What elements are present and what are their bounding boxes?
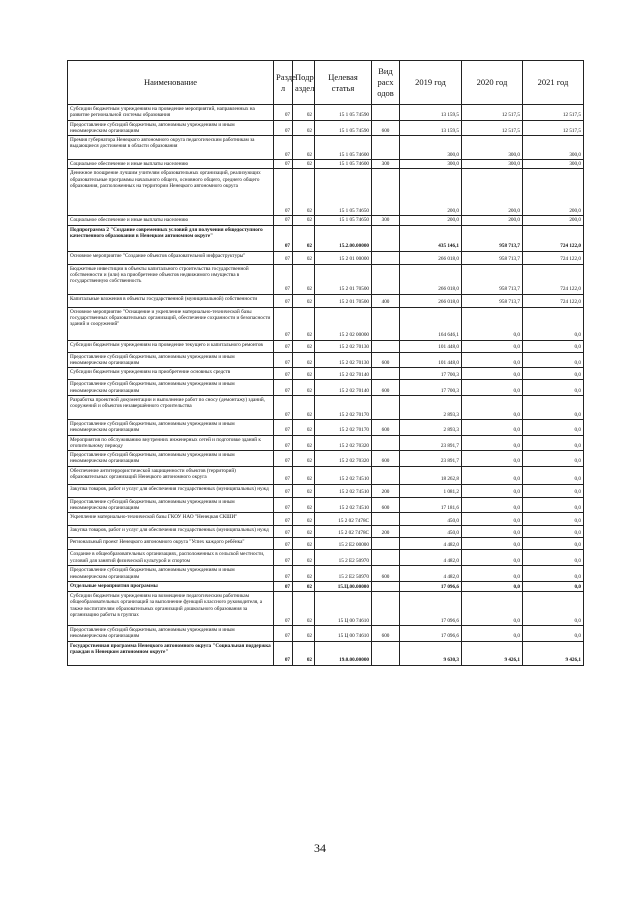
row-statya: 15 2 02 70170 <box>315 419 372 435</box>
row-vid: 200 <box>372 526 400 538</box>
table-row <box>68 251 584 264</box>
row-podrazdel: 02 <box>293 566 315 582</box>
row-name: Предоставление субсидий бюджетным, автономным учреждениям и иным некоммерческим организациям <box>68 380 274 396</box>
table-header-row <box>68 61 584 105</box>
row-value-2020: 0,0 <box>462 526 523 538</box>
row-razdel: 07 <box>274 352 293 368</box>
table-row <box>68 225 584 251</box>
budget-table-container <box>67 60 584 666</box>
row-vid <box>372 136 400 160</box>
row-vid <box>372 435 400 451</box>
row-value-2020: 958 713,7 <box>462 294 523 307</box>
row-statya: 15.Ц.00.00000 <box>315 581 372 591</box>
row-value-2021: 0,0 <box>523 340 584 352</box>
row-podrazdel: 02 <box>293 451 315 467</box>
row-vid <box>372 340 400 352</box>
row-name: Предоставление субсидий бюджетным, автономным учреждениям и иным некоммерческим организациям <box>68 566 274 582</box>
row-value-2019: 266 018,0 <box>400 251 462 264</box>
row-podrazdel: 02 <box>293 591 315 625</box>
row-razdel: 07 <box>274 307 293 340</box>
row-value-2019: 300,0 <box>400 136 462 160</box>
row-podrazdel: 02 <box>293 216 315 225</box>
row-value-2021: 0,0 <box>523 591 584 625</box>
row-razdel: 07 <box>274 380 293 396</box>
row-vid <box>372 513 400 526</box>
row-name: Капитальные вложения в объекты государственной (муниципальной) собственности <box>68 294 274 307</box>
row-name: Государственная программа Ненецкого автономного округа "Социальная поддержка граждан в Ненецком автономном округе" <box>68 641 274 665</box>
row-value-2019: 266 018,0 <box>400 264 462 294</box>
row-statya: 19.0.00.00000 <box>315 641 372 665</box>
header-2019: 2019 год <box>400 61 462 105</box>
table-row <box>68 264 584 294</box>
row-value-2021: 724 122,0 <box>523 294 584 307</box>
row-value-2019: 17 700,3 <box>400 368 462 380</box>
budget-table <box>67 60 584 666</box>
row-value-2020: 958 713,7 <box>462 264 523 294</box>
header-vid: Вид расх одов <box>372 61 400 105</box>
row-value-2021: 12 517,5 <box>523 105 584 121</box>
row-podrazdel: 02 <box>293 105 315 121</box>
row-value-2020: 0,0 <box>462 538 523 550</box>
row-value-2020: 0,0 <box>462 435 523 451</box>
row-value-2020: 0,0 <box>462 466 523 484</box>
row-value-2021: 0,0 <box>523 419 584 435</box>
row-vid <box>372 169 400 216</box>
row-value-2021: 300,0 <box>523 136 584 160</box>
row-statya: 15 Ц 00 74610 <box>315 625 372 641</box>
row-value-2020: 0,0 <box>462 395 523 419</box>
row-value-2019: 200,0 <box>400 169 462 216</box>
row-razdel: 07 <box>274 641 293 665</box>
row-vid <box>372 550 400 566</box>
row-podrazdel: 02 <box>293 513 315 526</box>
row-statya: 15 2 Е2 50970 <box>315 566 372 582</box>
row-razdel: 07 <box>274 625 293 641</box>
row-podrazdel: 02 <box>293 340 315 352</box>
row-podrazdel: 02 <box>293 225 315 251</box>
row-razdel: 07 <box>274 136 293 160</box>
row-podrazdel: 02 <box>293 497 315 513</box>
table-row <box>68 419 584 435</box>
row-value-2020: 0,0 <box>462 380 523 396</box>
row-statya: 15 1 05 74600 <box>315 136 372 160</box>
row-value-2020: 300,0 <box>462 160 523 169</box>
table-row <box>68 484 584 497</box>
row-value-2020: 200,0 <box>462 169 523 216</box>
row-value-2020: 0,0 <box>462 451 523 467</box>
row-name: Предоставление субсидий бюджетным, автономным учреждениям и иным некоммерческим организациям <box>68 497 274 513</box>
page-number: 34 <box>314 841 326 855</box>
row-vid <box>372 641 400 665</box>
row-razdel: 07 <box>274 581 293 591</box>
row-razdel: 07 <box>274 466 293 484</box>
row-name: Закупка товаров, работ и услуг для обеспечения государственных (муниципальных) нужд <box>68 526 274 538</box>
row-statya: 15 2 02 70140 <box>315 368 372 380</box>
header-2021: 2021 год <box>523 61 584 105</box>
table-row <box>68 466 584 484</box>
row-value-2019: 17 700,3 <box>400 380 462 396</box>
row-razdel: 07 <box>274 264 293 294</box>
row-vid <box>372 581 400 591</box>
row-name: Предоставление субсидий бюджетным, автономным учреждениям и иным некоммерческим организациям <box>68 625 274 641</box>
row-value-2019: 17 096,6 <box>400 625 462 641</box>
table-row <box>68 395 584 419</box>
row-podrazdel: 02 <box>293 435 315 451</box>
row-vid <box>372 368 400 380</box>
row-value-2020: 0,0 <box>462 566 523 582</box>
row-razdel: 07 <box>274 526 293 538</box>
row-name: Премия губернатора Ненецкого автономного округа педагогическим работникам за выдающиеся достижения в области образования <box>68 136 274 160</box>
row-vid: 600 <box>372 352 400 368</box>
row-razdel: 07 <box>274 538 293 550</box>
row-razdel: 07 <box>274 497 293 513</box>
row-podrazdel: 02 <box>293 641 315 665</box>
row-vid <box>372 395 400 419</box>
row-statya: 15 2 02 74510 <box>315 466 372 484</box>
header-razdel: Разде л <box>274 61 293 105</box>
row-name: Укрепление материально-технической базы ГКОУ НАО "Ненецкая СКШИ" <box>68 513 274 526</box>
row-name: Обеспечение антитеррористической защищенности объектов (территорий) образовательных организаций Ненецкого автономного округа <box>68 466 274 484</box>
row-value-2021: 200,0 <box>523 216 584 225</box>
table-body <box>68 105 584 666</box>
row-value-2021: 0,0 <box>523 466 584 484</box>
row-statya: 15 2 02 70130 <box>315 340 372 352</box>
row-value-2020: 12 517,5 <box>462 105 523 121</box>
table-row <box>68 352 584 368</box>
row-vid: 600 <box>372 120 400 136</box>
row-value-2021: 724 122,0 <box>523 225 584 251</box>
row-podrazdel: 02 <box>293 368 315 380</box>
row-vid <box>372 538 400 550</box>
row-value-2020: 0,0 <box>462 591 523 625</box>
row-value-2020: 0,0 <box>462 368 523 380</box>
row-value-2019: 300,0 <box>400 160 462 169</box>
row-value-2019: 13 159,5 <box>400 105 462 121</box>
row-value-2021: 0,0 <box>523 380 584 396</box>
row-razdel: 07 <box>274 419 293 435</box>
row-name: Мероприятия по обслуживанию внутренних инженерных сетей и подготовке зданий к отопительному периоду <box>68 435 274 451</box>
row-value-2019: 200,0 <box>400 216 462 225</box>
row-value-2020: 958 713,7 <box>462 251 523 264</box>
row-statya: 15 2 02 70320 <box>315 435 372 451</box>
row-value-2021: 0,0 <box>523 435 584 451</box>
table-row <box>68 513 584 526</box>
row-podrazdel: 02 <box>293 160 315 169</box>
row-name: Создание в общеобразовательных организациях, расположенных в сельской местности, условий для занятий физической культурой и спортом <box>68 550 274 566</box>
row-razdel: 07 <box>274 251 293 264</box>
row-podrazdel: 02 <box>293 352 315 368</box>
table-row <box>68 120 584 136</box>
row-vid: 300 <box>372 216 400 225</box>
table-row <box>68 160 584 169</box>
table-row <box>68 169 584 216</box>
row-podrazdel: 02 <box>293 395 315 419</box>
row-name: Предоставление субсидий бюджетным, автономным учреждениям и иным некоммерческим организациям <box>68 352 274 368</box>
row-name: Региональный проект Ненецкого автономного округа "Успех каждого ребёнка" <box>68 538 274 550</box>
header-statya: Целевая статья <box>315 61 372 105</box>
row-value-2020: 0,0 <box>462 513 523 526</box>
row-value-2019: 450,0 <box>400 526 462 538</box>
row-statya: 15 2 Е2 00000 <box>315 538 372 550</box>
row-podrazdel: 02 <box>293 484 315 497</box>
row-value-2021: 724 122,0 <box>523 251 584 264</box>
row-value-2021: 0,0 <box>523 566 584 582</box>
row-name: Закупка товаров, работ и услуг для обеспечения государственных (муниципальных) нужд <box>68 484 274 497</box>
row-value-2021: 0,0 <box>523 625 584 641</box>
row-razdel: 07 <box>274 216 293 225</box>
row-statya: 15 2 01 70500 <box>315 264 372 294</box>
row-vid: 300 <box>372 160 400 169</box>
row-podrazdel: 02 <box>293 251 315 264</box>
row-podrazdel: 02 <box>293 466 315 484</box>
row-statya: 15 2 02 7478С <box>315 526 372 538</box>
row-name: Социальное обеспечение и иные выплаты населению <box>68 216 274 225</box>
row-value-2020: 0,0 <box>462 550 523 566</box>
row-razdel: 07 <box>274 395 293 419</box>
row-podrazdel: 02 <box>293 307 315 340</box>
table-row <box>68 136 584 160</box>
row-statya: 15 1 05 74650 <box>315 169 372 216</box>
row-vid <box>372 307 400 340</box>
row-vid: 600 <box>372 380 400 396</box>
row-value-2020: 0,0 <box>462 581 523 591</box>
table-row <box>68 497 584 513</box>
table-row <box>68 641 584 665</box>
row-value-2019: 23 891,7 <box>400 435 462 451</box>
row-value-2020: 9 426,1 <box>462 641 523 665</box>
row-vid <box>372 251 400 264</box>
row-razdel: 07 <box>274 550 293 566</box>
row-name: Денежное поощрение лучшим учителям образовательных организаций, реализующих образовательные программы начального общего, основного общего, среднего общего образования, расположенных на территории Ненецкого автономного округа <box>68 169 274 216</box>
row-statya: 15 2 02 7478С <box>315 513 372 526</box>
row-value-2019: 101 448,0 <box>400 352 462 368</box>
row-value-2021: 0,0 <box>523 352 584 368</box>
row-podrazdel: 02 <box>293 380 315 396</box>
row-podrazdel: 02 <box>293 120 315 136</box>
row-value-2021: 200,0 <box>523 169 584 216</box>
row-statya: 15 2 02 70140 <box>315 380 372 396</box>
row-value-2021: 0,0 <box>523 497 584 513</box>
row-value-2019: 17 096,6 <box>400 591 462 625</box>
table-row <box>68 566 584 582</box>
row-razdel: 07 <box>274 435 293 451</box>
row-razdel: 07 <box>274 120 293 136</box>
row-value-2021: 0,0 <box>523 550 584 566</box>
row-vid: 200 <box>372 484 400 497</box>
row-value-2020: 0,0 <box>462 340 523 352</box>
row-razdel: 07 <box>274 225 293 251</box>
table-row <box>68 105 584 121</box>
row-razdel: 07 <box>274 513 293 526</box>
table-row <box>68 380 584 396</box>
row-value-2020: 0,0 <box>462 625 523 641</box>
row-value-2019: 4 482,0 <box>400 538 462 550</box>
row-vid <box>372 225 400 251</box>
row-vid <box>372 105 400 121</box>
row-value-2020: 0,0 <box>462 497 523 513</box>
row-value-2020: 0,0 <box>462 352 523 368</box>
row-value-2019: 9 630,3 <box>400 641 462 665</box>
row-razdel: 07 <box>274 340 293 352</box>
row-name: Основное мероприятие "Создание объектов образовательной инфраструктуры" <box>68 251 274 264</box>
row-podrazdel: 02 <box>293 294 315 307</box>
row-podrazdel: 02 <box>293 550 315 566</box>
row-razdel: 07 <box>274 294 293 307</box>
row-statya: 15 2 02 70130 <box>315 352 372 368</box>
row-value-2019: 450,0 <box>400 513 462 526</box>
row-razdel: 07 <box>274 169 293 216</box>
row-statya: 15 2 02 70170 <box>315 395 372 419</box>
row-value-2019: 18 262,8 <box>400 466 462 484</box>
row-value-2019: 4 482,0 <box>400 550 462 566</box>
row-value-2019: 23 891,7 <box>400 451 462 467</box>
row-vid: 600 <box>372 566 400 582</box>
row-value-2019: 13 159,5 <box>400 120 462 136</box>
row-value-2020: 0,0 <box>462 307 523 340</box>
row-value-2019: 101 448,0 <box>400 340 462 352</box>
row-statya: 15 1 05 74590 <box>315 105 372 121</box>
row-statya: 15 1 05 74590 <box>315 120 372 136</box>
row-value-2021: 0,0 <box>523 307 584 340</box>
row-value-2021: 0,0 <box>523 526 584 538</box>
row-value-2020: 300,0 <box>462 136 523 160</box>
table-row <box>68 451 584 467</box>
row-value-2021: 724 122,0 <box>523 264 584 294</box>
row-value-2019: 1 081,2 <box>400 484 462 497</box>
row-statya: 15 2 02 74510 <box>315 484 372 497</box>
table-row <box>68 538 584 550</box>
row-value-2021: 0,0 <box>523 451 584 467</box>
row-value-2020: 0,0 <box>462 419 523 435</box>
row-value-2019: 266 018,0 <box>400 294 462 307</box>
row-value-2021: 0,0 <box>523 581 584 591</box>
table-row <box>68 340 584 352</box>
row-value-2021: 0,0 <box>523 484 584 497</box>
row-name: Отдельные мероприятия программы <box>68 581 274 591</box>
row-value-2019: 164 646,1 <box>400 307 462 340</box>
row-name: Разработка проектной документации и выполнение работ по сносу (демонтажу) зданий, сооружений и объектов незавершённого строительства <box>68 395 274 419</box>
row-name: Предоставление субсидий бюджетным, автономным учреждениям и иным некоммерческим организациям <box>68 120 274 136</box>
row-value-2019: 17 181,6 <box>400 497 462 513</box>
row-vid: 400 <box>372 294 400 307</box>
row-vid: 600 <box>372 497 400 513</box>
row-name: Бюджетные инвестиции в объекты капитального строительства государственной собственности и (или) на приобретение объектов недвижимого имущества в государственную собственность <box>68 264 274 294</box>
table-row <box>68 581 584 591</box>
row-value-2020: 200,0 <box>462 216 523 225</box>
row-statya: 15.2.00.00000 <box>315 225 372 251</box>
header-2020: 2020 год <box>462 61 523 105</box>
row-podrazdel: 02 <box>293 625 315 641</box>
row-podrazdel: 02 <box>293 581 315 591</box>
row-vid <box>372 466 400 484</box>
row-statya: 15 Ц 00 74610 <box>315 591 372 625</box>
row-vid <box>372 264 400 294</box>
table-row <box>68 435 584 451</box>
row-razdel: 07 <box>274 484 293 497</box>
row-vid: 600 <box>372 625 400 641</box>
row-name: Предоставление субсидий бюджетным, автономным учреждениям и иным некоммерческим организациям <box>68 451 274 467</box>
row-vid: 600 <box>372 451 400 467</box>
row-statya: 15 2 02 00000 <box>315 307 372 340</box>
row-name: Подпрограмма 2 "Создание современных условий для получения общедоступного качественного образования в Ненецком автономном округе" <box>68 225 274 251</box>
table-row <box>68 625 584 641</box>
row-vid: 600 <box>372 419 400 435</box>
row-name: Субсидии бюджетным учреждениям на возмещение педагогическим работникам общеобразовательных организаций за выполнение функций классного руководителя, а также воспитателям образовательных организаций дошкольного образования за организацию работы в группах <box>68 591 274 625</box>
row-razdel: 07 <box>274 160 293 169</box>
row-name: Субсидии бюджетным учреждениям на приобретение основных средств <box>68 368 274 380</box>
table-row <box>68 216 584 225</box>
row-value-2021: 300,0 <box>523 160 584 169</box>
row-podrazdel: 02 <box>293 136 315 160</box>
row-value-2021: 12 517,5 <box>523 120 584 136</box>
header-name: Наименование <box>68 61 274 105</box>
row-value-2020: 0,0 <box>462 484 523 497</box>
table-row <box>68 526 584 538</box>
row-razdel: 07 <box>274 368 293 380</box>
row-podrazdel: 02 <box>293 538 315 550</box>
row-statya: 15 2 01 70500 <box>315 294 372 307</box>
row-value-2019: 435 146,1 <box>400 225 462 251</box>
row-value-2019: 2 893,3 <box>400 395 462 419</box>
row-razdel: 07 <box>274 566 293 582</box>
row-name: Предоставление субсидий бюджетным, автономным учреждениям и иным некоммерческим организациям <box>68 419 274 435</box>
table-row <box>68 307 584 340</box>
row-statya: 15 2 01 00000 <box>315 251 372 264</box>
row-vid <box>372 591 400 625</box>
table-row <box>68 550 584 566</box>
row-value-2021: 0,0 <box>523 395 584 419</box>
table-row <box>68 368 584 380</box>
row-value-2021: 0,0 <box>523 368 584 380</box>
row-value-2020: 958 713,7 <box>462 225 523 251</box>
row-statya: 15 2 02 70320 <box>315 451 372 467</box>
row-value-2021: 0,0 <box>523 538 584 550</box>
row-podrazdel: 02 <box>293 419 315 435</box>
row-name: Субсидии бюджетным учреждениям на проведение текущего и капитального ремонтов <box>68 340 274 352</box>
row-podrazdel: 02 <box>293 169 315 216</box>
row-value-2019: 4 482,0 <box>400 566 462 582</box>
row-podrazdel: 02 <box>293 526 315 538</box>
row-value-2019: 17 096,6 <box>400 581 462 591</box>
row-statya: 15 1 05 74600 <box>315 160 372 169</box>
row-statya: 15 2 Е2 50970 <box>315 550 372 566</box>
row-statya: 15 2 02 74510 <box>315 497 372 513</box>
row-podrazdel: 02 <box>293 264 315 294</box>
row-value-2020: 12 517,5 <box>462 120 523 136</box>
row-razdel: 07 <box>274 451 293 467</box>
row-value-2021: 0,0 <box>523 513 584 526</box>
row-name: Субсидии бюджетным учреждениям на проведение мероприятий, направленных на развитие региональной системы образования <box>68 105 274 121</box>
row-razdel: 07 <box>274 105 293 121</box>
table-row <box>68 294 584 307</box>
row-statya: 15 1 05 74650 <box>315 216 372 225</box>
table-row <box>68 591 584 625</box>
row-value-2021: 9 426,1 <box>523 641 584 665</box>
row-razdel: 07 <box>274 591 293 625</box>
row-name: Основное мероприятие "Оснащение и укрепление материально-технической базы государственных образовательных организаций, обеспечение сохранности и безопасности зданий и сооружений" <box>68 307 274 340</box>
row-value-2019: 2 893,3 <box>400 419 462 435</box>
header-podrazdel: Подр аздел <box>293 61 315 105</box>
row-name: Социальное обеспечение и иные выплаты населению <box>68 160 274 169</box>
